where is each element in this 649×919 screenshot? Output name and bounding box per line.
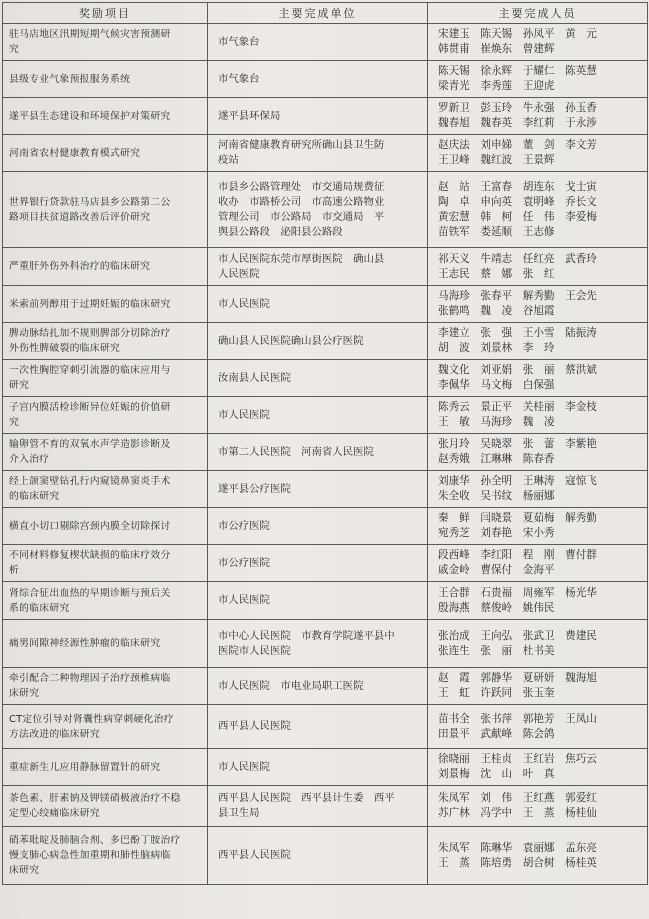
people-cell bbox=[428, 545, 648, 582]
unit-cell-line: 西平县人民医院 bbox=[218, 849, 291, 861]
project-cell-line: 河南省农村健康教育模式研究 bbox=[9, 147, 141, 159]
award-table bbox=[2, 2, 648, 885]
project-cell bbox=[3, 705, 208, 749]
people-cell-line: 宋建玉 陈天锡 孙凤平 黄 元 bbox=[438, 28, 597, 40]
unit-cell-line: 确山县人民医院确山县公疗医院 bbox=[218, 334, 364, 347]
unit-cell-line: 市公疗医院 bbox=[218, 519, 270, 532]
people-cell-line: 秦 鲜 闫晓景 夏茹梅 解秀勤 bbox=[438, 512, 597, 524]
people-cell-line: 张鹤鸣 魏 凌 谷旭霞 bbox=[438, 305, 555, 317]
unit-cell-line: 河南省健康教育研究所确山县卫生防 bbox=[218, 139, 385, 151]
table-row bbox=[3, 620, 648, 668]
unit-cell-line: 西平县人民医院 bbox=[218, 720, 291, 732]
people-cell-line: 刘康华 孙全明 王琳涛 寇惊飞 bbox=[438, 475, 597, 487]
project-cell bbox=[3, 172, 208, 248]
unit-cell bbox=[208, 24, 428, 61]
people-cell-line: 朱凤军 陈琳华 袁丽娜 孟东亮 bbox=[438, 841, 597, 854]
unit-cell bbox=[208, 471, 428, 508]
people-cell bbox=[428, 286, 648, 323]
project-cell-line: 驻马店地区汛期短期气候灾害预测研 bbox=[9, 29, 171, 40]
people-cell-line: 祁天义 牛靖志 任红亮 武香玲 bbox=[438, 252, 597, 265]
table-row bbox=[3, 135, 648, 172]
people-cell bbox=[428, 135, 648, 172]
project-cell-line: 世界银行贷款驻马店县乡公路第二公 bbox=[9, 196, 171, 208]
people-cell bbox=[428, 582, 648, 620]
project-cell-line: 一次性胸腔穿刺引流器的临床应用与 bbox=[9, 365, 171, 376]
unit-cell bbox=[208, 98, 428, 135]
unit-cell-line: 人民医院 bbox=[218, 267, 260, 280]
unit-cell bbox=[208, 705, 428, 749]
project-cell-line: 县级专业气象预报服务系统 bbox=[9, 73, 131, 85]
unit-cell bbox=[208, 360, 428, 397]
people-cell-line: 戚金岭 曹保付 金海平 bbox=[438, 564, 555, 576]
project-cell bbox=[3, 827, 208, 885]
people-cell bbox=[428, 749, 648, 786]
project-cell bbox=[3, 545, 208, 582]
unit-cell-line: 遂平县环保局 bbox=[218, 109, 281, 122]
people-cell bbox=[428, 61, 648, 98]
people-cell-line: 王卫峰 魏红波 王景辉 bbox=[438, 154, 555, 166]
project-cell-line: 研究 bbox=[9, 380, 30, 391]
people-cell-line: 马海珍 张春平 解秀勤 王会先 bbox=[438, 290, 597, 302]
unit-cell-line: 县卫生局 bbox=[218, 807, 260, 819]
header-project: 奖励项目 bbox=[3, 3, 208, 24]
table-row bbox=[3, 397, 648, 434]
unit-cell-line: 医院市人民医院 bbox=[218, 644, 291, 657]
people-cell bbox=[428, 508, 648, 545]
unit-cell-line: 市人民医院东莞市厚街医院 确山县 bbox=[218, 252, 385, 265]
unit-cell bbox=[208, 545, 428, 582]
project-cell-line: 路项目扶贫道路改善后评价研究 bbox=[9, 211, 151, 223]
unit-cell-line: 西平县人民医院 西平县计生委 西平 bbox=[218, 792, 395, 804]
unit-cell bbox=[208, 749, 428, 786]
header-people: 主要完成人员 bbox=[428, 3, 648, 24]
table-row bbox=[3, 323, 648, 360]
unit-cell-line: 收办 市路桥公司 市高速公路物业 bbox=[218, 195, 385, 208]
people-cell bbox=[428, 248, 648, 286]
unit-cell bbox=[208, 508, 428, 545]
project-cell-line: 肾综合征出血热的早期诊断与预后关 bbox=[9, 587, 171, 599]
people-cell-line: 张连生 张 丽 杜书美 bbox=[438, 644, 555, 657]
people-cell-line: 宛秀芝 刘春艳 宋小秀 bbox=[438, 527, 555, 539]
table-row bbox=[3, 98, 648, 135]
project-cell bbox=[3, 286, 208, 323]
table-row bbox=[3, 24, 648, 61]
unit-cell-line: 市人民医院 市电业局职工医院 bbox=[218, 679, 364, 692]
project-cell bbox=[3, 508, 208, 545]
project-cell-line: 脾动脉结扎加不规则脾部分切除治疗 bbox=[9, 328, 171, 339]
table-row bbox=[3, 172, 648, 248]
table-header-row bbox=[3, 3, 648, 24]
unit-cell-line: 市人民医院 bbox=[218, 594, 270, 606]
project-cell bbox=[3, 397, 208, 434]
people-cell-line: 王 虹 许跃同 张玉奎 bbox=[438, 687, 555, 699]
people-cell-line: 朱凤军 刘 伟 王红燕 郭爱红 bbox=[438, 792, 597, 804]
people-cell-line: 陶 卓 申向英 袁明峰 乔长文 bbox=[438, 195, 597, 208]
project-cell bbox=[3, 668, 208, 705]
people-cell-line: 段西峰 李红阳 程 刚 曹付群 bbox=[438, 549, 597, 561]
people-cell-line: 苏广林 冯学中 王 蒸 杨桂仙 bbox=[438, 807, 597, 819]
unit-cell bbox=[208, 61, 428, 98]
people-cell bbox=[428, 172, 648, 248]
people-cell bbox=[428, 471, 648, 508]
unit-cell-line: 市县乡公路管理处 市交通局规费征 bbox=[218, 180, 385, 193]
people-cell bbox=[428, 705, 648, 749]
table-row bbox=[3, 827, 648, 885]
unit-cell-line: 市气象台 bbox=[218, 35, 260, 48]
table-row bbox=[3, 434, 648, 471]
project-cell-line: 米索前列醇用于过期妊娠的临床研究 bbox=[9, 298, 171, 310]
unit-cell-line: 市人民医院 bbox=[218, 297, 270, 310]
unit-cell bbox=[208, 286, 428, 323]
project-cell-line: 析 bbox=[9, 565, 20, 576]
people-cell-line: 李佩华 马文梅 白保强 bbox=[438, 379, 555, 391]
people-cell-line: 苗铁军 娄延顺 王志修 bbox=[438, 225, 555, 238]
project-cell-line: 方法改进的临床研究 bbox=[9, 728, 100, 740]
table-row bbox=[3, 360, 648, 397]
table-row bbox=[3, 508, 648, 545]
people-cell bbox=[428, 620, 648, 668]
table-row bbox=[3, 248, 648, 286]
unit-cell-line: 市气象台 bbox=[218, 72, 260, 85]
people-cell-line: 刘景梅 沈 山 叶 真 bbox=[438, 768, 555, 780]
unit-cell bbox=[208, 248, 428, 286]
unit-cell bbox=[208, 827, 428, 885]
people-cell-line: 李建立 张 强 王小雪 陆振涛 bbox=[438, 327, 597, 339]
project-cell-line: 究 bbox=[9, 417, 20, 428]
unit-cell bbox=[208, 620, 428, 668]
people-cell-line: 陈天锡 徐永辉 于耀仁 陈英慧 bbox=[438, 65, 597, 77]
unit-cell bbox=[208, 582, 428, 620]
project-cell bbox=[3, 98, 208, 135]
people-cell-line: 殷海燕 蔡俊岭 姚伟民 bbox=[438, 601, 555, 614]
project-cell-line: 不同材料修复楔状缺损的临床疗效分 bbox=[9, 550, 171, 561]
project-cell bbox=[3, 135, 208, 172]
unit-cell-line: 遂平县公疗医院 bbox=[218, 482, 291, 495]
table-body bbox=[3, 24, 648, 885]
project-cell-line: 痛男间隙神经源性肿瘤的临床研究 bbox=[9, 638, 161, 649]
unit-cell bbox=[208, 397, 428, 434]
project-cell-line: 究 bbox=[9, 44, 20, 55]
project-cell-line: 慢支肺心病急性加重期和肺性脑病临 bbox=[9, 850, 171, 861]
project-cell bbox=[3, 360, 208, 397]
table-row bbox=[3, 582, 648, 620]
table-row bbox=[3, 749, 648, 786]
people-cell-line: 朱全收 吴书纹 杨丽娜 bbox=[438, 490, 555, 502]
project-cell bbox=[3, 749, 208, 786]
unit-cell bbox=[208, 786, 428, 827]
header-unit: 主要完成单位 bbox=[208, 3, 428, 24]
project-cell bbox=[3, 434, 208, 471]
people-cell-line: 王 蒸 陈培勇 胡合树 杨桂英 bbox=[438, 856, 597, 869]
project-cell bbox=[3, 248, 208, 286]
people-cell-line: 王合群 石贵福 周雍军 杨光华 bbox=[438, 586, 597, 599]
people-cell bbox=[428, 397, 648, 434]
project-cell-line: 输卵管不育的双氧水声学造影诊断及 bbox=[9, 439, 171, 450]
unit-cell bbox=[208, 135, 428, 172]
table-row bbox=[3, 668, 648, 705]
unit-cell bbox=[208, 172, 428, 248]
unit-cell-line: 市公疗医院 bbox=[218, 556, 270, 569]
table-row bbox=[3, 545, 648, 582]
table-row bbox=[3, 286, 648, 323]
people-cell-line: 胡 波 刘景林 李 玲 bbox=[438, 342, 555, 354]
unit-cell-line: 疫站 bbox=[218, 154, 239, 166]
project-cell-line: CT定位引导对肾囊性病穿刺硬化治疗 bbox=[9, 713, 174, 725]
project-cell-line: 系的临床研究 bbox=[9, 602, 70, 614]
people-cell-line: 田景平 武献峰 陈会鸽 bbox=[438, 727, 555, 740]
project-cell bbox=[3, 582, 208, 620]
people-cell-line: 魏文化 刘亚娟 张 丽 蔡洪斌 bbox=[438, 364, 597, 376]
project-cell-line: 的临床研究 bbox=[9, 491, 60, 502]
table-row bbox=[3, 786, 648, 827]
people-cell-line: 赵秀娥 江琳琳 陈春香 bbox=[438, 453, 555, 465]
unit-cell-line: 管理公司 市公路局 市交通局 平 bbox=[218, 210, 385, 223]
project-cell-line: 茶色素、肝素钠及钾镁硝极液治疗不稳 bbox=[9, 793, 181, 804]
unit-cell-line: 市第二人民医院 河南省人民医院 bbox=[218, 445, 374, 458]
project-cell-line: 重症新生儿应用静脉留置针的研究 bbox=[9, 761, 161, 773]
unit-cell-line: 市中心人民医院 市教育学院遂平县中 bbox=[218, 629, 395, 642]
table-row bbox=[3, 471, 648, 508]
table-row bbox=[3, 705, 648, 749]
people-cell-line: 王志民 蔡 娜 张 红 bbox=[438, 267, 555, 280]
people-cell-line: 徐晓丽 王桂贞 王红岩 焦巧云 bbox=[438, 753, 597, 765]
project-cell bbox=[3, 620, 208, 668]
people-cell-line: 陈秀云 景正平 关桂丽 李金枝 bbox=[438, 401, 597, 413]
people-cell bbox=[428, 360, 648, 397]
project-cell-line: 外伤性脾破裂的临床研究 bbox=[9, 343, 121, 354]
unit-cell-line: 汝南县人民医院 bbox=[218, 371, 291, 384]
people-cell bbox=[428, 323, 648, 360]
people-cell-line: 苗书全 张书萍 郭艳芳 王凤山 bbox=[438, 712, 597, 725]
unit-cell bbox=[208, 434, 428, 471]
project-cell-line: 定型心绞痛临床研究 bbox=[9, 808, 100, 819]
project-cell-line: 横直小切口剔除宫颈内膜全切除探讨 bbox=[9, 520, 171, 532]
people-cell-line: 韩贯甫 崔焕东 曾建辉 bbox=[438, 43, 555, 55]
project-cell-line: 牵引配合二种物理因子治疗颈椎病临 bbox=[9, 673, 171, 684]
project-cell bbox=[3, 786, 208, 827]
project-cell-line: 经上颌窦壁钻孔行内窥镜鼻窦炎手术 bbox=[9, 476, 171, 487]
people-cell-line: 赵庆法 刘申娣 董 剑 李文芳 bbox=[438, 139, 597, 151]
project-cell-line: 床研究 bbox=[9, 688, 40, 699]
unit-cell bbox=[208, 668, 428, 705]
project-cell bbox=[3, 471, 208, 508]
people-cell bbox=[428, 98, 648, 135]
unit-cell bbox=[208, 323, 428, 360]
people-cell-line: 黄宏慧 韩 柯 任 伟 李爱梅 bbox=[438, 210, 597, 223]
people-cell bbox=[428, 827, 648, 885]
people-cell-line: 张月玲 吴晓翠 张 蕾 李紫艳 bbox=[438, 438, 597, 450]
unit-cell-line: 市人民医院 bbox=[218, 408, 270, 421]
project-cell-line: 介入治疗 bbox=[9, 454, 50, 465]
people-cell-line: 赵 站 王富春 胡连东 戈士寅 bbox=[438, 180, 597, 193]
project-cell-line: 严重肝外伤外科治疗的临床研究 bbox=[9, 261, 151, 272]
project-cell bbox=[3, 323, 208, 360]
people-cell bbox=[428, 786, 648, 827]
project-cell-line: 遂平县生态建设和环境保护对策研究 bbox=[9, 110, 171, 122]
people-cell-line: 魏春旭 魏春英 李红莉 于永涉 bbox=[438, 117, 597, 129]
project-cell-line: 硝苯吡啶及肺脑合剂、多巴酚丁胺治疗 bbox=[9, 835, 181, 846]
people-cell bbox=[428, 24, 648, 61]
unit-cell-line: 舆县公路段 泌阳县公路段 bbox=[218, 225, 343, 238]
unit-cell-line: 市人民医院 bbox=[218, 760, 270, 773]
people-cell-line: 罗新卫 彭玉玲 牛永强 孙玉香 bbox=[438, 102, 597, 114]
project-cell bbox=[3, 61, 208, 98]
people-cell bbox=[428, 434, 648, 471]
people-cell bbox=[428, 668, 648, 705]
people-cell-line: 王 敏 马海珍 魏 凌 bbox=[438, 416, 555, 428]
project-cell bbox=[3, 24, 208, 61]
people-cell-line: 梁青光 李秀莲 王迎虎 bbox=[438, 80, 555, 92]
project-cell-line: 子宫内膜活检诊断异位妊娠的价值研 bbox=[9, 402, 171, 413]
table-row bbox=[3, 61, 648, 98]
project-cell-line: 床研究 bbox=[9, 865, 40, 876]
people-cell-line: 张治成 王向弘 张武卫 费建民 bbox=[438, 629, 597, 642]
people-cell-line: 赵 霞 郭静华 夏研妍 魏海旭 bbox=[438, 672, 597, 684]
